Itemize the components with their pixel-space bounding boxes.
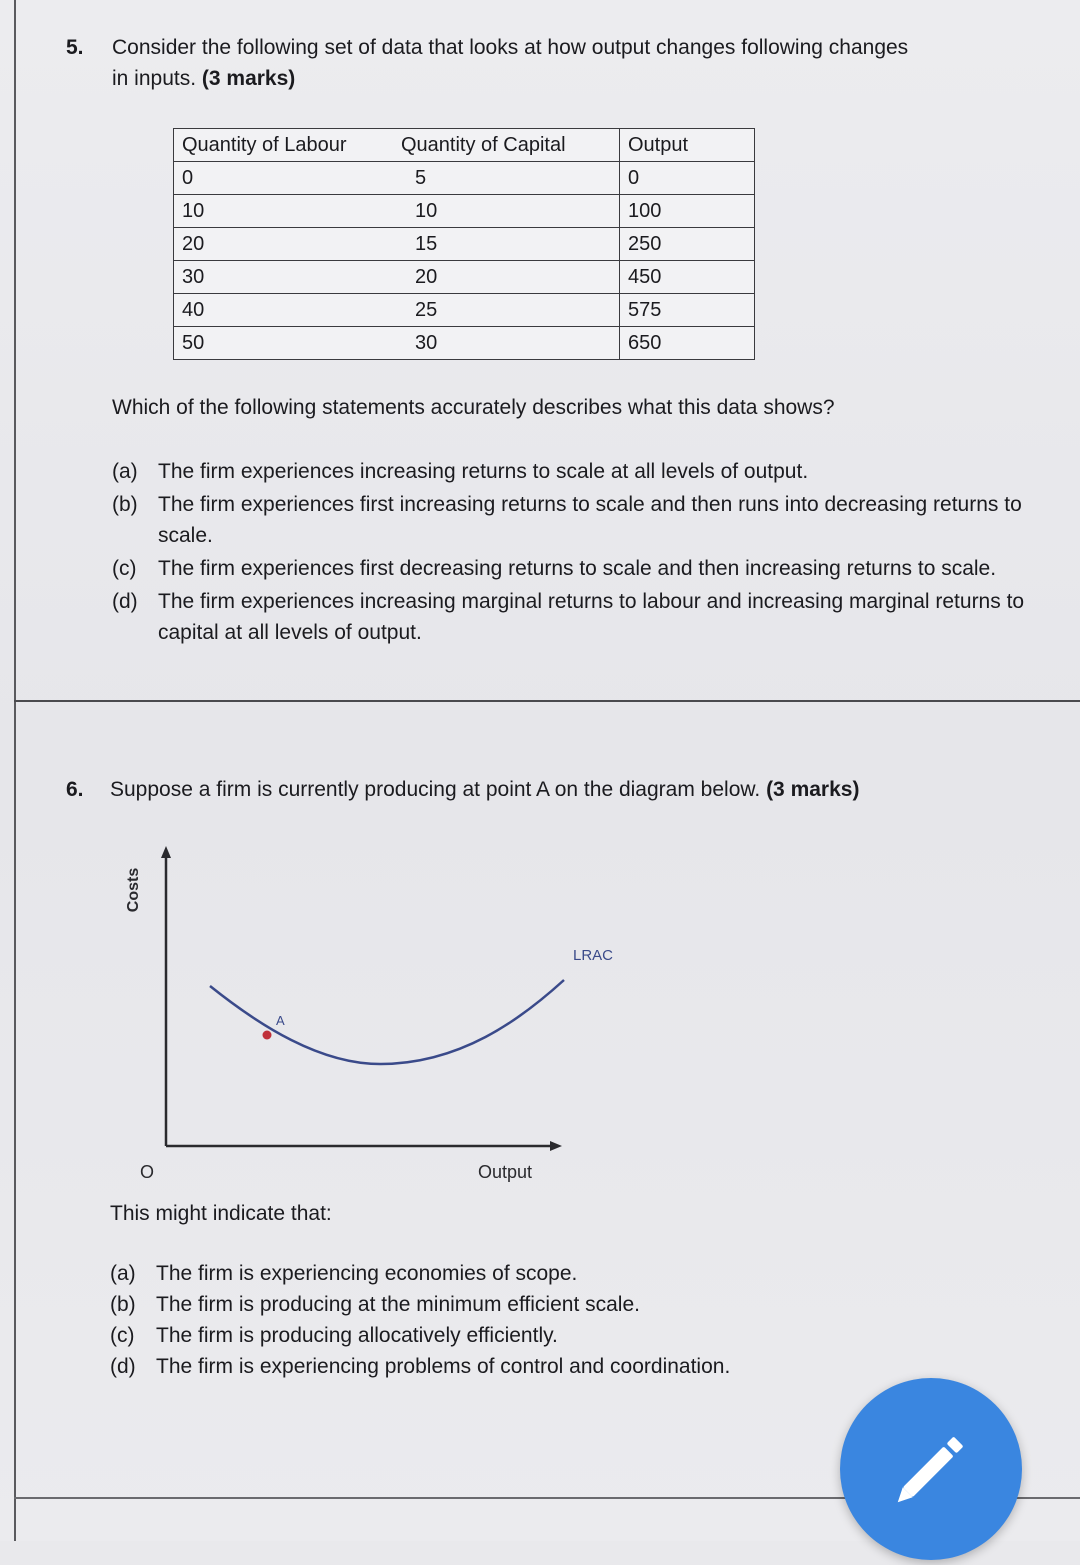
- q6-text: [110, 774, 1030, 805]
- inputs-output-table: [173, 128, 755, 360]
- option-label: (c): [110, 1324, 135, 1347]
- table-row: [174, 261, 755, 294]
- table-row: [174, 228, 755, 261]
- q6-text-body: Suppose a firm is currently producing at point A on the diagram below.: [110, 778, 761, 801]
- table-cell: 100: [620, 195, 755, 228]
- table-cell: 20: [174, 228, 393, 261]
- lrac-diagram: [100, 840, 660, 1200]
- q5-text: [112, 32, 1032, 94]
- q5-question: Which of the following statements accurately describes what this data shows?: [112, 396, 835, 419]
- q6-number: 6.: [66, 778, 84, 801]
- table-cell: 10: [174, 195, 393, 228]
- q6-options: [110, 1258, 1010, 1382]
- q5-option-c[interactable]: [112, 553, 1032, 584]
- option-text: The firm is experiencing problems of control and coordination.: [156, 1355, 731, 1378]
- option-label: (b): [112, 493, 138, 516]
- table-cell: 450: [620, 261, 755, 294]
- x-axis-arrow: [550, 1141, 562, 1151]
- q5-marks: (3 marks): [201, 67, 296, 90]
- q6-option-c[interactable]: [110, 1320, 1010, 1351]
- section-divider: [14, 700, 1080, 702]
- y-axis-label: Costs: [125, 867, 142, 913]
- option-label: (c): [112, 557, 137, 580]
- q5-line1: Consider the following set of data that looks at how output changes following changes: [112, 36, 909, 59]
- table-cell: 575: [620, 294, 755, 327]
- option-text: The firm is producing allocatively efficiently.: [156, 1324, 558, 1347]
- origin-label: O: [140, 1162, 155, 1182]
- table-cell: 5: [393, 162, 620, 195]
- q5-option-d[interactable]: [112, 586, 1032, 648]
- lrac-curve: [210, 980, 564, 1064]
- q6-marks: (3 marks): [766, 778, 860, 801]
- left-margin-line: [14, 0, 16, 700]
- edit-fab-button[interactable]: [840, 1378, 1022, 1560]
- q6-option-a[interactable]: [110, 1258, 1010, 1289]
- option-label: (b): [110, 1293, 136, 1316]
- q5-line2: [112, 63, 1032, 94]
- table-cell: 0: [620, 162, 755, 195]
- table-cell: 10: [393, 195, 620, 228]
- left-margin-line-lower: [14, 702, 16, 1541]
- table-header-labour: Quantity of Labour: [174, 129, 393, 162]
- table-cell: 25: [393, 294, 620, 327]
- q5-line2-text: in inputs.: [112, 67, 197, 90]
- table-row: [174, 195, 755, 228]
- option-text: The firm experiences first decreasing returns to scale and then increasing returns to scale.: [158, 557, 997, 580]
- table-cell: 0: [174, 162, 393, 195]
- table-cell: 250: [620, 228, 755, 261]
- option-label: (a): [112, 460, 138, 483]
- table-header-output: Output: [620, 129, 755, 162]
- table-cell: 30: [393, 327, 620, 360]
- option-text: The firm experiences increasing marginal returns to labour and increasing marginal returns to capital at all levels of output.: [158, 590, 1025, 644]
- q6-prompt: This might indicate that:: [110, 1202, 332, 1225]
- q5-number: 5.: [66, 36, 84, 59]
- option-text: The firm is experiencing economies of scope.: [156, 1262, 578, 1285]
- pencil-icon: [840, 1378, 1022, 1560]
- table-row: [174, 162, 755, 195]
- option-label: (a): [110, 1262, 136, 1285]
- table-header-row: [174, 129, 755, 162]
- x-axis-label: Output: [478, 1162, 533, 1182]
- table-cell: 15: [393, 228, 620, 261]
- table-row: [174, 294, 755, 327]
- point-a-label: A: [276, 1013, 285, 1028]
- option-label: (d): [112, 590, 138, 613]
- q5-options: [112, 456, 1032, 650]
- option-text: The firm is producing at the minimum efficient scale.: [156, 1293, 640, 1316]
- table-row: [174, 327, 755, 360]
- table-cell: 30: [174, 261, 393, 294]
- q6-option-b[interactable]: [110, 1289, 1010, 1320]
- table-cell: 20: [393, 261, 620, 294]
- y-axis-arrow: [161, 846, 171, 858]
- table-header-capital: Quantity of Capital: [393, 129, 620, 162]
- table-cell: 650: [620, 327, 755, 360]
- lrac-label: LRAC: [573, 947, 614, 964]
- q5-option-b[interactable]: [112, 489, 1032, 551]
- point-a-marker: [263, 1031, 272, 1040]
- option-text: The firm experiences first increasing returns to scale and then runs into decreasing returns to scale.: [158, 493, 1022, 547]
- q5-option-a[interactable]: [112, 456, 1032, 487]
- option-label: (d): [110, 1355, 136, 1378]
- option-text: The firm experiences increasing returns to scale at all levels of output.: [158, 460, 809, 483]
- table-cell: 40: [174, 294, 393, 327]
- table-cell: 50: [174, 327, 393, 360]
